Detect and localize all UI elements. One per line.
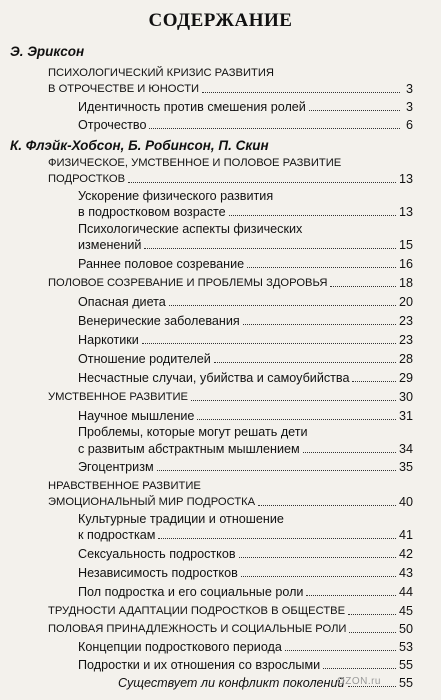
toc-entry xyxy=(78,459,413,475)
toc-entry-title: Пол подростка и его социальные роли xyxy=(78,585,304,599)
toc-entry xyxy=(78,546,413,562)
toc-entry xyxy=(78,237,413,253)
dot-leader xyxy=(144,248,396,249)
page-number: 44 xyxy=(398,585,413,599)
toc-entry-title: ПОЛОВАЯ ПРИНАДЛЕЖНОСТЬ И СОЦИАЛЬНЫЕ РОЛИ xyxy=(48,623,347,635)
dot-leader xyxy=(303,452,396,453)
dot-leader xyxy=(323,668,396,669)
toc-entry-title: Сексуальность подростков xyxy=(78,547,236,561)
toc-entry-title: Независимость подростков xyxy=(78,566,238,580)
toc-entry xyxy=(78,99,413,115)
toc-entry-line1: Проблемы, которые могут решать дети xyxy=(78,425,308,439)
page-title: СОДЕРЖАНИЕ xyxy=(148,10,293,31)
author-flake-hobson: К. Флэйк-Хобсон, Б. Робинсон, П. Скин xyxy=(10,138,269,153)
toc-entry xyxy=(78,351,413,367)
author-erikson: Э. Эриксон xyxy=(10,44,85,59)
page-number: 40 xyxy=(398,495,413,509)
toc-entry xyxy=(78,639,413,655)
toc-entry xyxy=(78,256,413,272)
dot-leader xyxy=(191,400,396,401)
toc-entry-title: Раннее половое созревание xyxy=(78,257,245,271)
toc-entry xyxy=(48,171,413,187)
dot-leader xyxy=(142,343,396,344)
dot-leader xyxy=(330,286,396,287)
toc-entry-title: ПОДРОСТКОВ xyxy=(48,173,126,185)
toc-entry xyxy=(78,565,413,581)
toc-entry xyxy=(48,81,413,97)
toc-entry-title: Отрочество xyxy=(78,118,147,132)
toc-entry-line1: Культурные традиции и отношение xyxy=(78,512,284,526)
toc-entry xyxy=(78,117,413,133)
page-number: 34 xyxy=(398,442,413,456)
page-number: 3 xyxy=(405,100,413,114)
toc-entry-title: Отношение родителей xyxy=(78,352,211,366)
dot-leader xyxy=(352,381,396,382)
toc-entry xyxy=(48,494,413,510)
toc-entry xyxy=(78,204,413,220)
page-number: 18 xyxy=(398,276,413,290)
toc-entry-title: Идентичность против смешения ролей xyxy=(78,100,306,114)
page-number: 13 xyxy=(398,172,413,186)
page-number: 45 xyxy=(398,604,413,618)
dot-leader xyxy=(169,305,396,306)
page-number: 55 xyxy=(398,676,413,690)
toc-entry xyxy=(78,527,413,543)
page-number: 23 xyxy=(398,314,413,328)
dot-leader xyxy=(349,632,396,633)
dot-leader xyxy=(285,650,396,651)
toc-entry xyxy=(78,370,413,386)
dot-leader xyxy=(197,419,396,420)
dot-leader xyxy=(158,538,396,539)
dot-leader xyxy=(247,267,396,268)
toc-entry-title: изменений xyxy=(78,238,142,252)
page-number: 42 xyxy=(398,547,413,561)
page-number: 53 xyxy=(398,640,413,654)
page-number: 20 xyxy=(398,295,413,309)
toc-entry xyxy=(48,621,413,637)
page-number: 13 xyxy=(398,205,413,219)
toc-entry-line1: Ускорение физического развития xyxy=(78,189,274,203)
toc-entry-line1: ПСИХОЛОГИЧЕСКИЙ КРИЗИС РАЗВИТИЯ xyxy=(48,67,274,79)
page-number: 55 xyxy=(398,658,413,672)
toc-entry-title: Несчастные случаи, убийства и самоубийства xyxy=(78,371,350,385)
page-number: 23 xyxy=(398,333,413,347)
dot-leader xyxy=(229,215,396,216)
page-number: 35 xyxy=(398,460,413,474)
page-number: 43 xyxy=(398,566,413,580)
page-number: 28 xyxy=(398,352,413,366)
toc-entry-title: Концепции подросткового периода xyxy=(78,640,282,654)
toc-entry xyxy=(48,275,413,291)
toc-entry-line1: НРАВСТВЕННОЕ РАЗВИТИЕ xyxy=(48,480,201,492)
toc-entry xyxy=(78,408,413,424)
toc-entry-title: в подростковом возрасте xyxy=(78,205,226,219)
toc-entry-line1: Психологические аспекты физических xyxy=(78,222,303,236)
toc-entry-title: Опасная диета xyxy=(78,295,166,309)
toc-entry xyxy=(78,332,413,348)
page-number: 50 xyxy=(398,622,413,636)
page-number: 15 xyxy=(398,238,413,252)
toc-entry-title: Существует ли конфликт поколений xyxy=(118,676,345,690)
toc-entry-title: ПОЛОВОЕ СОЗРЕВАНИЕ И ПРОБЛЕМЫ ЗДОРОВЬЯ xyxy=(48,277,328,289)
dot-leader xyxy=(348,614,396,615)
dot-leader xyxy=(157,470,396,471)
toc-entry-title: Научное мышление xyxy=(78,409,195,423)
watermark: OZON.ru xyxy=(336,676,381,687)
toc-entry xyxy=(48,603,413,619)
toc-entry xyxy=(78,441,413,457)
page-number: 30 xyxy=(398,390,413,404)
toc-entry-title: Эгоцентризм xyxy=(78,460,154,474)
toc-entry xyxy=(78,584,413,600)
toc-entry-title: к подросткам xyxy=(78,528,156,542)
dot-leader xyxy=(306,595,396,596)
dot-leader xyxy=(239,557,396,558)
page-number: 41 xyxy=(398,528,413,542)
toc-entry-title: УМСТВЕННОЕ РАЗВИТИЕ xyxy=(48,391,188,403)
toc-entry-title: Наркотики xyxy=(78,333,139,347)
dot-leader xyxy=(241,576,396,577)
toc-entry xyxy=(78,313,413,329)
page-number: 3 xyxy=(405,82,413,96)
toc-entry-title: Подростки и их отношения со взрослыми xyxy=(78,658,321,672)
toc-entry xyxy=(78,294,413,310)
toc-entry-line1: ФИЗИЧЕСКОЕ, УМСТВЕННОЕ И ПОЛОВОЕ РАЗВИТИЕ xyxy=(48,157,342,169)
page-number: 31 xyxy=(398,409,413,423)
page-number: 16 xyxy=(398,257,413,271)
dot-leader xyxy=(128,182,396,183)
dot-leader xyxy=(258,505,396,506)
toc-entry-title: ЭМОЦИОНАЛЬНЫЙ МИР ПОДРОСТКА xyxy=(48,496,256,508)
dot-leader xyxy=(243,324,396,325)
dot-leader xyxy=(149,128,400,129)
toc-entry-title: ТРУДНОСТИ АДАПТАЦИИ ПОДРОСТКОВ В ОБЩЕСТВЕ xyxy=(48,605,346,617)
toc-entry xyxy=(78,657,413,673)
dot-leader xyxy=(214,362,396,363)
page-number: 29 xyxy=(398,371,413,385)
toc-entry xyxy=(48,389,413,405)
dot-leader xyxy=(309,110,400,111)
toc-entry-title: Венерические заболевания xyxy=(78,314,240,328)
page-number: 6 xyxy=(405,118,413,132)
dot-leader xyxy=(202,92,400,93)
toc-entry-title: В ОТРОЧЕСТВЕ И ЮНОСТИ xyxy=(48,83,200,95)
toc-entry-title: с развитым абстрактным мышлением xyxy=(78,442,300,456)
